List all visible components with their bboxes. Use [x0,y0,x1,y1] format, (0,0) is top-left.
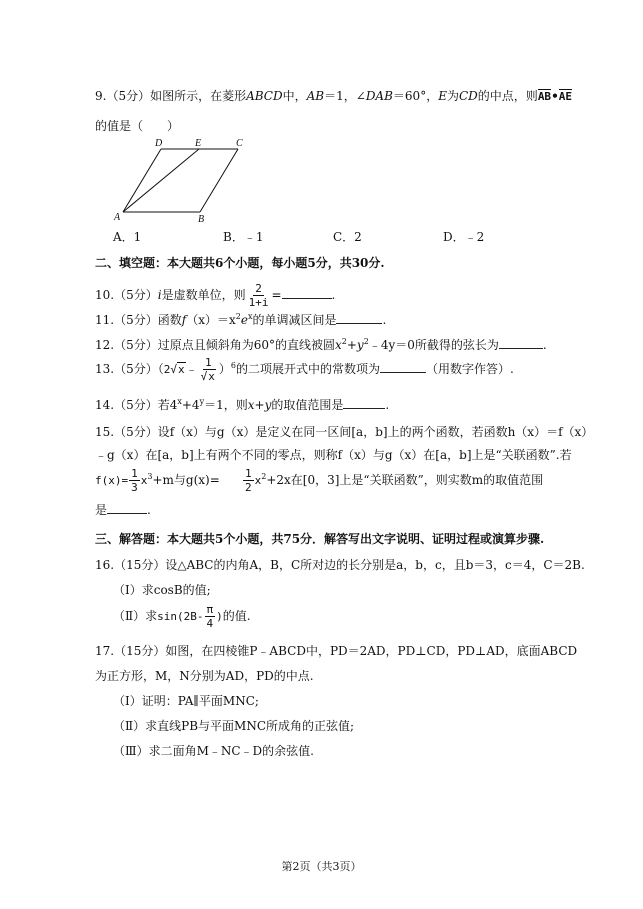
q15-line3-g: $\frac{1}{2}$ $x^2+2x$在[0，3]上是“关联函数”，则实数m的取值范围 [245,467,544,494]
q17-line2: 为正方形，M，N分别为AD，PD的中点. [95,669,314,683]
rhombus-figure [108,136,253,222]
q12: 12.（5分）过原点且倾斜角为60°的直线被圆$x^2+y^2﹣4y=0$所截得的弦长为 . [95,337,547,352]
q14: 14.（5分）若$4^x+4^y=1$，则x+y的取值范围是 . [95,397,390,412]
q12-answer-blank [499,337,543,349]
label-d: D [155,138,163,149]
q17-part2: （Ⅱ）求直线PB与平面MNC所成角的正弦值; [113,719,355,733]
q14-answer-blank [343,397,385,409]
page-footer: 第2页（共3页） [281,860,362,873]
label-c: C [236,138,243,149]
q9-line1: 9.（5分）如图所示，在菱形ABCD中，AB＝1，∠DAB＝60°，E为CD的中点，则AB•AE [95,89,572,103]
q15-line3: f(x)= $\frac{1}{3}$ $x^3+m$与g(x)= [95,467,220,494]
label-a: A [114,212,121,222]
q9-option-b: B．﹣1 [223,230,264,244]
q15-line4: 是 . [95,503,151,517]
q16-part2: （Ⅱ）求sin(2B- $\frac{\pi}{4}$ )的值. [113,603,251,630]
q15-line1: 15.（5分）设f（x）与g（x）是定义在同一区间[a，b]上的两个函数，若函数h（x）＝f（x） [95,425,594,439]
section2-title: 二、填空题：本大题共6个小题，每小题5分，共30分. [95,256,385,270]
vector-ae: AE [558,90,572,103]
q17-part3: （Ⅲ）求二面角M﹣NC﹣D的余弦值. [113,744,314,758]
q13-fraction: $\frac{1}{√x}$ [200,356,215,383]
q11: 11.（5分）函数$f(x)=x^2e^x$的单调减区间是 . [95,312,387,327]
q17-part1: （Ⅰ）证明：PA∥平面MNC; [113,694,259,708]
q9-option-d: D．﹣2 [443,230,485,244]
vector-ab: AB [537,90,552,103]
q11-answer-blank [336,312,382,324]
q16-part1: （Ⅰ）求cosB的值; [113,583,211,597]
q15-answer-blank [107,502,147,514]
q9-option-c: C．2 [333,230,362,244]
section3-title: 三、解答题：本大题共5个小题，共75分．解答写出文字说明、证明过程或演算步骤. [95,532,545,546]
q17-line1: 17.（15分）如图，在四棱锥P﹣ABCD中，PD＝2AD，PD⊥CD，PD⊥AD，底面ABCD [95,644,578,658]
q13: 13.（5分）（2√x﹣ $\frac{1}{√x}$ ）$^6$的二项展开式中的常数项为 （用数字作答）. [95,356,514,383]
q10: 10.（5分）i是虚数单位，则 $\frac{2}{1+i}$ = . [95,282,336,309]
q9-option-a: A．1 [113,230,142,244]
q13-answer-blank [380,361,426,373]
label-b: B [198,214,205,222]
q15-line2: ﹣g（x）在[a，b]上有两个不同的零点，则称f（x）与g（x）在[a，b]上是“关联函数”.若 [95,448,572,462]
q10-answer-blank [282,287,332,299]
q16-line1: 16.（15分）设△ABC的内角A，B，C所对边的长分别是a，b，c，且b＝3，c＝4，C＝2B. [95,558,585,572]
q10-fraction: $\frac{2}{1+i}$ [248,282,269,309]
q9-line2: 的值是（ ） [95,119,180,133]
label-e: E [195,138,202,149]
